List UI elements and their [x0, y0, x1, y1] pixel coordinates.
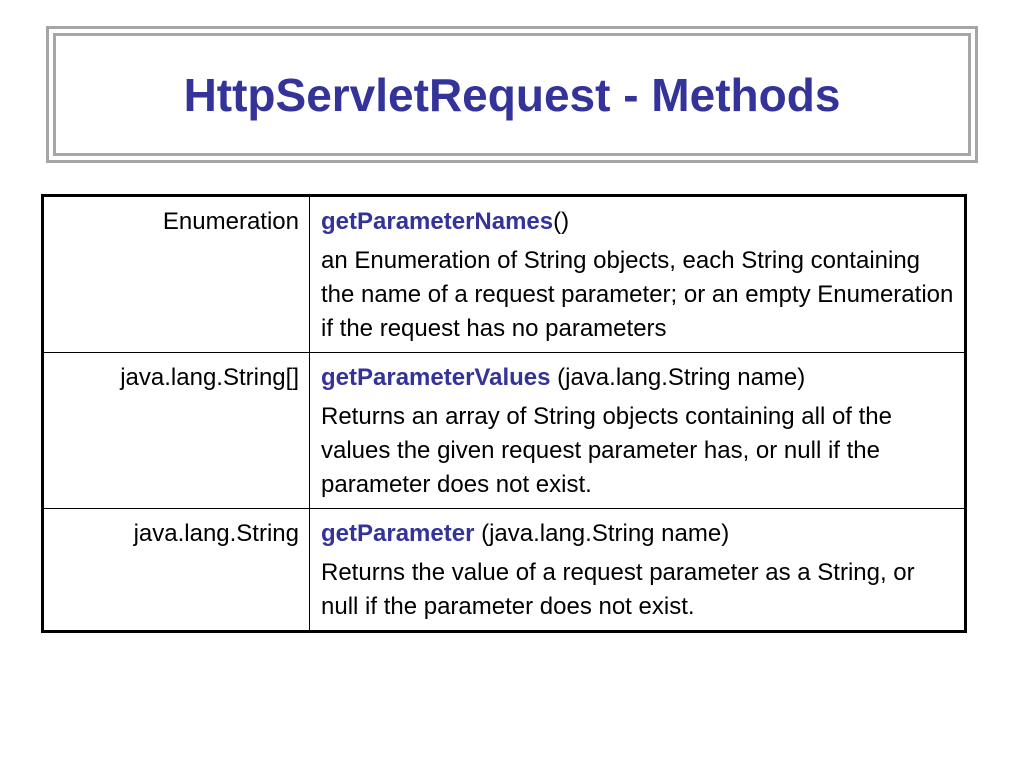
table-row [43, 353, 966, 509]
title-frame-inner [53, 33, 971, 156]
method-params: (java.lang.String name) [474, 520, 730, 547]
method-name: getParameterNames [321, 208, 554, 235]
method-signature [321, 362, 954, 394]
method-description: Returns the value of a request parameter as a String, or null if the parameter does not exist. [321, 559, 915, 620]
return-type: java.lang.String [43, 509, 310, 632]
slide-title: HttpServletRequest - Methods [183, 68, 841, 121]
methods-table [41, 194, 967, 633]
method-signature [321, 518, 954, 550]
title-frame [46, 26, 978, 163]
method-signature [321, 206, 954, 238]
table-row [43, 196, 966, 353]
method-description: an Enumeration of String objects, each String containing the name of a request parameter; or an empty Enumeration if the request has no parameters [321, 247, 954, 342]
method-cell [310, 353, 966, 509]
method-name: getParameterValues [321, 364, 551, 391]
return-type: java.lang.String[] [43, 353, 310, 509]
method-description: Returns an array of String objects containing all of the values the given request parameter has, or null if the parameter does not exist. [321, 403, 892, 498]
method-name: getParameter [321, 520, 475, 547]
return-type: Enumeration [43, 196, 310, 353]
method-params: (java.lang.String name) [550, 364, 806, 391]
method-params: () [553, 208, 570, 235]
table-row [43, 509, 966, 632]
method-cell [310, 196, 966, 353]
method-cell [310, 509, 966, 632]
